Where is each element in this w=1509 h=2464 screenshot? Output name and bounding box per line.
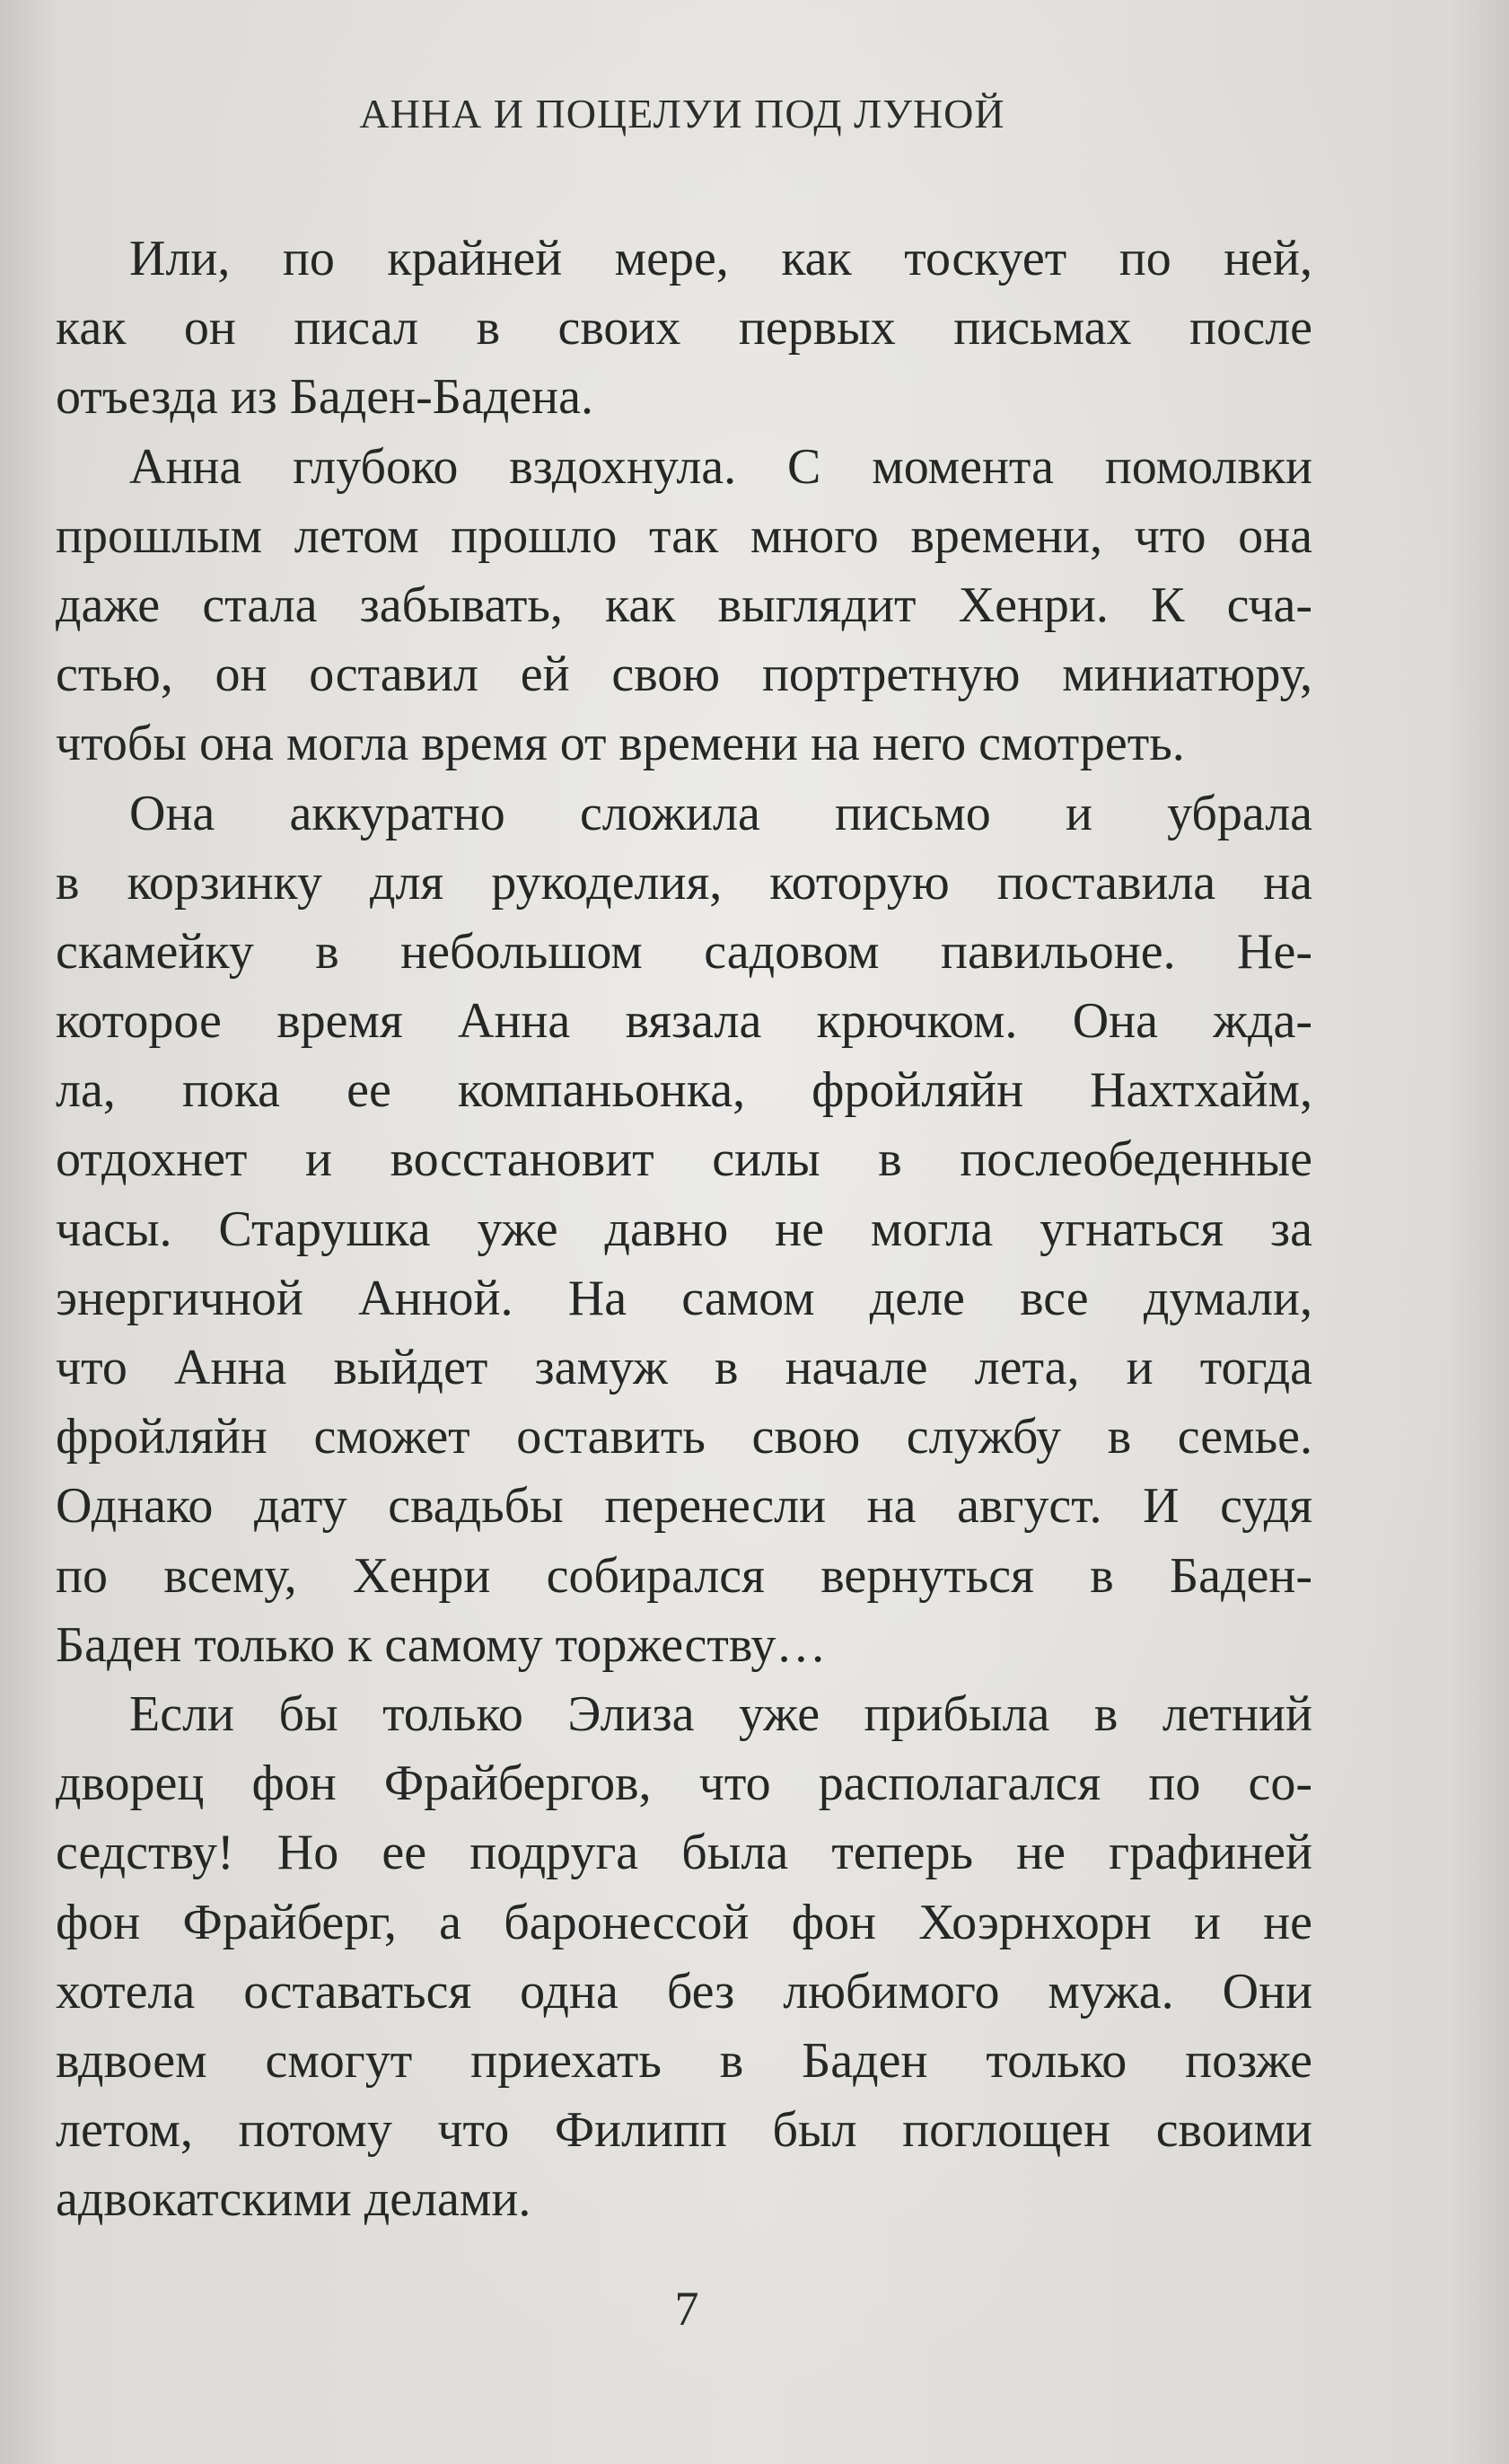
text-line: Если бы только Элиза уже прибыла в летний [129,1685,1312,1742]
text-line: фройляйн сможет оставить свою службу в семье. [56,1409,1312,1465]
text-line: часы. Старушка уже давно не могла угнаться за [56,1201,1312,1257]
text-line: прошлым летом прошло так много времени, что она [56,507,1312,564]
page-number: 7 [674,2282,699,2336]
running-head: АННА И ПОЦЕЛУИ ПОД ЛУНОЙ [359,91,1005,136]
text-line: адвокатскими делами. [56,2171,531,2228]
text-line: отъезда из Баден-Бадена. [56,369,593,426]
text-line: Или, по крайней мере, как тоскует по ней, [129,231,1312,286]
body-text [56,224,1312,2234]
text-line: вдвоем смогут приехать в Баден только позже [56,2032,1312,2089]
text-line: чтобы она могла время от времени на него смотреть. [56,716,1185,772]
text-line: летом, потому что Филипп был поглощен своими [56,2102,1312,2159]
text-line: отдохнет и восстановит силы в послеобеденные [56,1131,1312,1188]
text-line: которое время Анна вязала крючком. Она жда- [56,993,1312,1050]
text-line: в корзинку для рукоделия, которую поставила на [56,854,1312,911]
text-line: даже стала забывать, как выглядит Хенри. К сча- [56,576,1312,633]
text-line: хотела оставаться одна без любимого мужа. Они [56,1963,1312,2020]
text-line: как он писал в своих первых письмах после [56,300,1312,356]
text-line: что Анна выйдет замуж в начале лета, и тогда [56,1340,1312,1395]
text-line: по всему, Хенри собирался вернуться в Баден- [56,1547,1312,1604]
text-line: Она аккуратно сложила письмо и убрала [129,785,1312,841]
text-line: энергичной Анной. На самом деле все думали, [56,1270,1312,1326]
text-line: ла, пока ее компаньонка, фройляйн Нахтхайм, [56,1062,1312,1119]
text-line: Однако дату свадьбы перенесли на август. И судя [56,1478,1312,1535]
text-line: дворец фон Фрайбергов, что располагался по со- [56,1756,1312,1812]
text-line: Баден только к самому торжеству… [56,1616,827,1673]
text-line: стью, он оставил ей свою портретную миниатюру, [56,647,1312,703]
text-line: Анна глубоко вздохнула. С момента помолвки [129,438,1312,495]
text-line: скамейку в небольшом садовом павильоне. Не- [56,923,1312,980]
text-line: седству! Но ее подруга была теперь не графиней [56,1825,1312,1881]
text-line: фон Фрайберг, а баронессой фон Хоэрнхорн и не [56,1894,1312,1950]
